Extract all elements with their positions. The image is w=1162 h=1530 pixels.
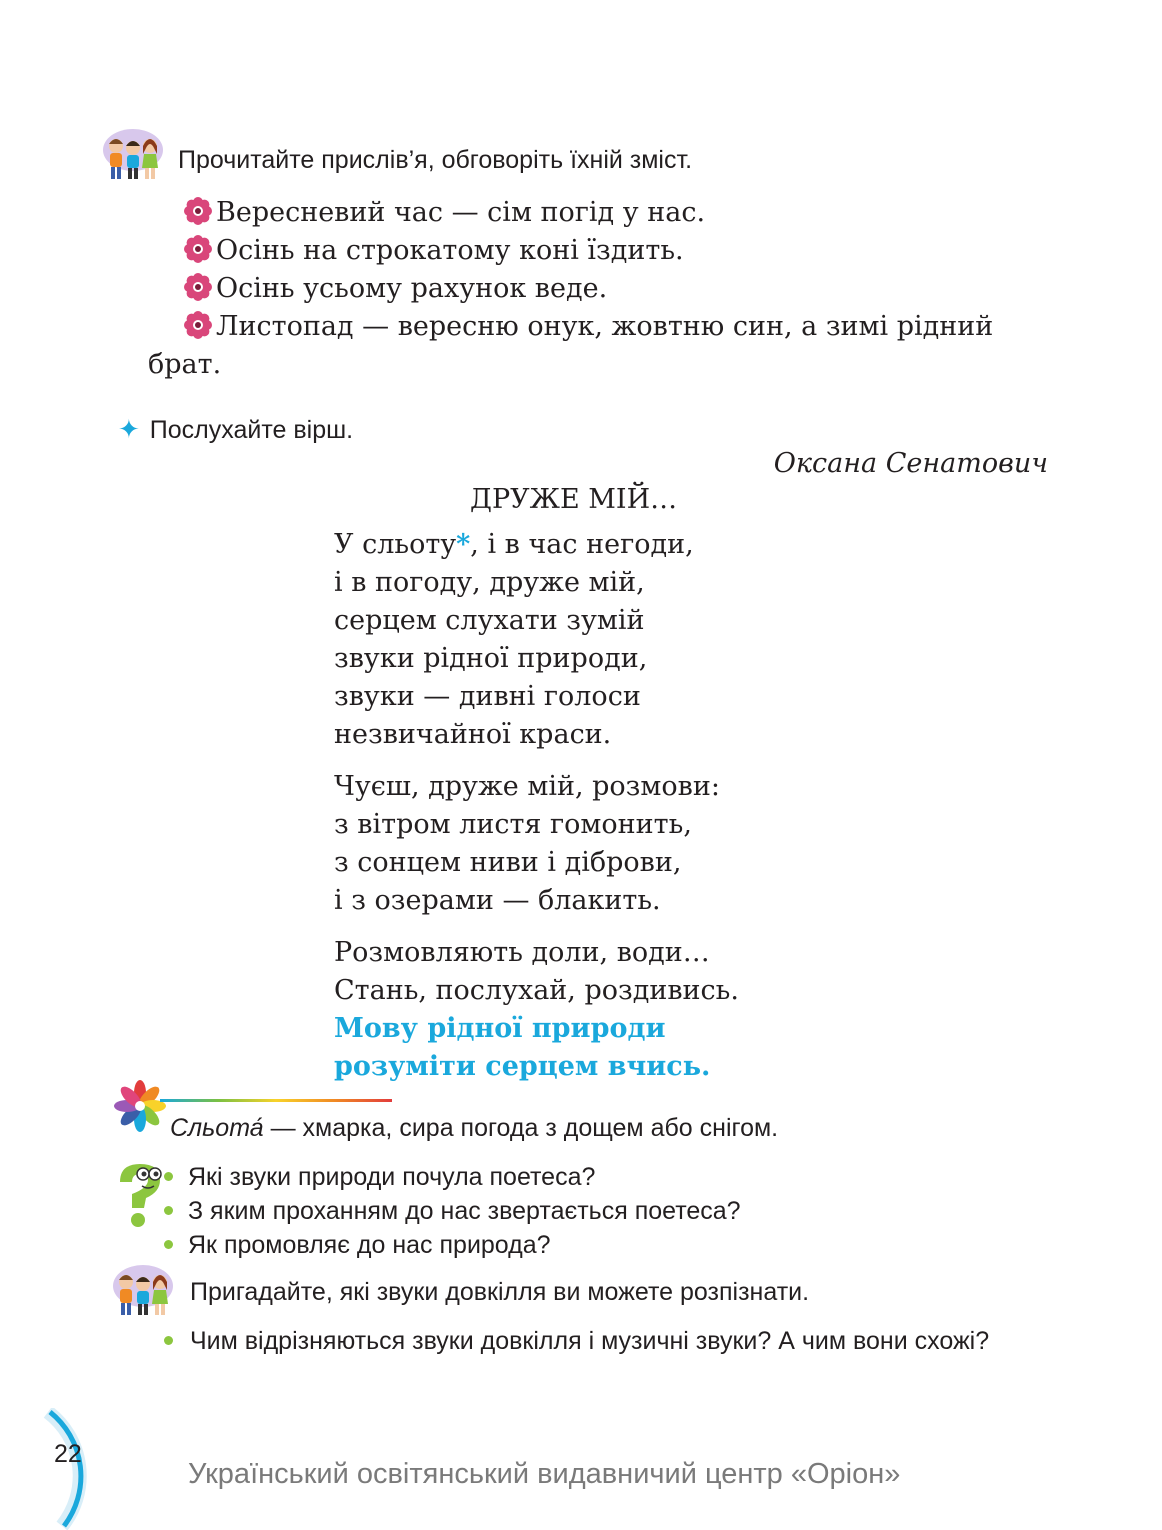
question-item (164, 1160, 741, 1194)
poem-line: з сонцем ниви і діброви, (334, 847, 682, 878)
proverb-text: Вересневий час — сім погід у нас. (216, 197, 706, 228)
proverb-item (148, 308, 1063, 384)
poem-line: звуки рідної природи, (334, 643, 648, 674)
poem-stanza (334, 768, 739, 920)
compare-question (164, 1324, 1062, 1358)
glossary-flower-icon (112, 1078, 168, 1134)
green-bullet-icon (164, 1206, 173, 1215)
poem-line: звуки — дивні голоси (334, 681, 641, 712)
footnote-star-icon: * (456, 529, 471, 560)
glossary-entry (170, 1114, 778, 1143)
poem-line: з вітром листя гомонить, (334, 809, 692, 840)
question-item (164, 1194, 741, 1228)
proverb-text: Осінь на строкатому коні їздить. (216, 235, 684, 266)
question-text: Як промовляє до нас природа? (188, 1231, 551, 1259)
publisher-name: Український освітянський видавничий центр «Оріон» (188, 1458, 901, 1490)
poem-line: Чуєш, друже мій, розмови: (334, 771, 720, 802)
flower-bullet-icon (184, 197, 212, 225)
poem-line-highlight: розуміти серцем вчись. (334, 1051, 711, 1082)
flower-bullet-icon (184, 235, 212, 263)
proverb-list (148, 194, 1063, 384)
sparkle-icon: ✦ (118, 414, 140, 444)
listen-instruction (118, 414, 353, 445)
question-list (164, 1160, 741, 1262)
question-text: Які звуки природи почула поетеса? (188, 1163, 596, 1191)
green-bullet-icon (164, 1240, 173, 1249)
poem-author: Оксана Сенатович (773, 448, 1048, 479)
poem-stanza (334, 934, 739, 1086)
poem-body (334, 526, 739, 1100)
question-item (164, 1228, 741, 1262)
glossary-term: Сльота́ (170, 1114, 264, 1142)
poem-line: незвичайної краси. (334, 719, 612, 750)
green-bullet-icon (164, 1336, 173, 1345)
poem-line (334, 526, 739, 564)
poem-line: Розмовляють доли, води… (334, 937, 710, 968)
glossary-divider (160, 1099, 392, 1102)
poem-stanza (334, 526, 739, 754)
proverb-item (148, 194, 1063, 232)
page-corner-arc (28, 1408, 118, 1530)
task-instruction: Прочитайте прислів’я, обговоріть їхній зміст. (178, 146, 693, 174)
poem-line-text: , і в час негоди, (470, 529, 694, 560)
glossary-definition: — хмарка, сира погода з дощем або снігом. (263, 1114, 779, 1142)
proverb-item (148, 232, 1063, 270)
poem-line-highlight: Мову рідної природи (334, 1013, 666, 1044)
listen-text: Послухайте вірш. (149, 416, 354, 444)
poem-line: і в погоду, друже мій, (334, 567, 645, 598)
compare-question-text: Чим відрізняються звуки довкілля і музичні звуки? А чим вони схожі? (190, 1327, 990, 1355)
flower-bullet-icon (184, 273, 212, 301)
recall-instruction: Пригадайте, які звуки довкілля ви можете розпізнати. (190, 1278, 810, 1306)
green-bullet-icon (164, 1172, 173, 1181)
proverb-text: Осінь усьому рахунок веде. (216, 273, 608, 304)
proverb-item (148, 270, 1063, 308)
question-mark-icon (110, 1160, 170, 1232)
poem-title: ДРУЖЕ МІЙ… (470, 484, 678, 515)
question-text: З яким проханням до нас звертається поетеса? (188, 1197, 741, 1225)
children-group-icon (112, 1264, 174, 1318)
poem-line: серцем слухати зумій (334, 605, 645, 636)
flower-bullet-icon (184, 311, 212, 339)
poem-line: Стань, послухай, роздивись. (334, 975, 739, 1006)
poem-line: і з озерами — блакить. (334, 885, 661, 916)
page-number: 22 (54, 1440, 82, 1468)
proverb-text: Листопад — вересню онук, жовтню син, а зимі рідний брат. (148, 311, 994, 380)
children-group-icon (102, 128, 164, 182)
poem-line-text: У сльоту (334, 529, 457, 560)
